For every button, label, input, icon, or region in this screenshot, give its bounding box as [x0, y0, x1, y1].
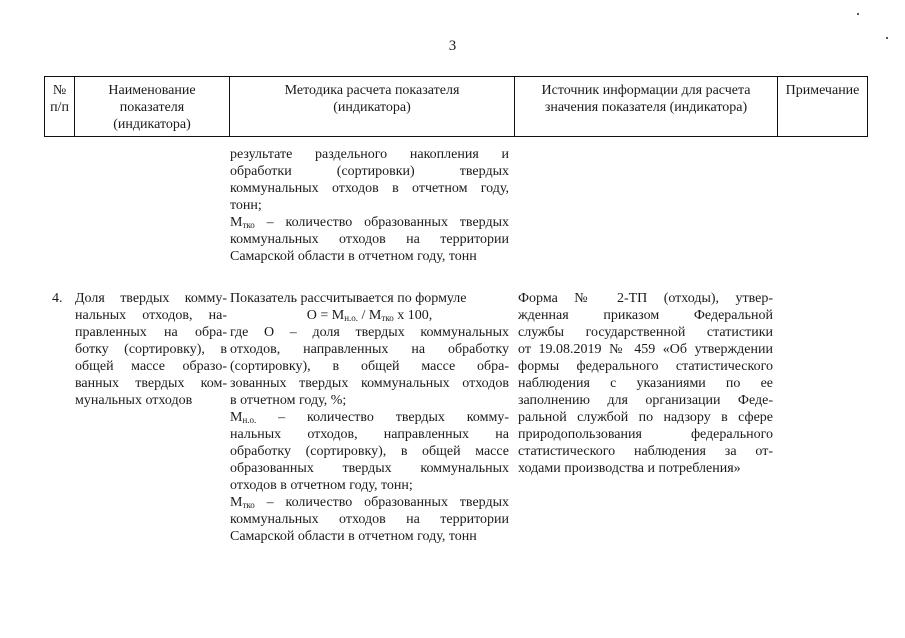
row-4-source: Форма № 2-ТП (отходы), утвер- жденная приказом Федеральной службы государственной статистики от 19.08.2019 № 459 «Об утверждении формы федерального статистического наблюдения с указаниями по ее заполнению для организации Феде- ральной службой по надзору в сфере природопользования федерального статистического наблюдения за от- ходами производства и потребления» — [518, 291, 773, 476]
row-4-indicator-name: Доля твердых комму- нальных отходов, на- правленных на обра- ботку (сортировку), в общей массе образо- ванных твердых ком- мунальных отходов — [75, 291, 227, 408]
page-number: 3 — [448, 38, 457, 54]
header-col-indicator-name: Наименование показателя (индикатора) — [75, 77, 230, 137]
row-4-number: 4. — [52, 291, 63, 306]
formula: $О = М_{н.о.} / М_{тко}$ х 100, — [306, 308, 433, 323]
header-col-source: Источник информации для расчета значения показателя (индикатора) — [515, 77, 778, 137]
header-col-method: Методика расчета показателя (индикатора) — [230, 77, 515, 137]
scan-speck — [857, 13, 859, 15]
table-header — [44, 76, 868, 137]
header-col-note: Примечание — [778, 77, 868, 137]
continuation-method-text: результате раздельного накопления и обработки (сортировки) твердых коммунальных отходов в отчетном году, тонн; $М_{тко}$ – количество образованных твердых коммунальных отходов на территории Самарской области в отчетном году, тонн — [230, 147, 509, 264]
scan-speck — [886, 37, 888, 39]
row-4-method: Показатель рассчитывается по формуле $О = М_{н.о.} / М_{тко}$ х 100, где О – доля твердых коммунальных отходов, направленных на обработку (сортировку), в общей массе обра- зованных твердых коммунальных отходов в отчетном году, %; $М_{н.о.}$ – количество твердых комму- нальных отходов, направленных на обработку (сортировку), в общей массе образованных твердых коммунальных отходов в отчетном году, тонн; $М_{тко}$ – количество образованных твердых коммунальных отходов на территории Самарской области в отчетном году, тонн — [230, 291, 509, 544]
header-col-number: № п/п — [45, 77, 75, 137]
